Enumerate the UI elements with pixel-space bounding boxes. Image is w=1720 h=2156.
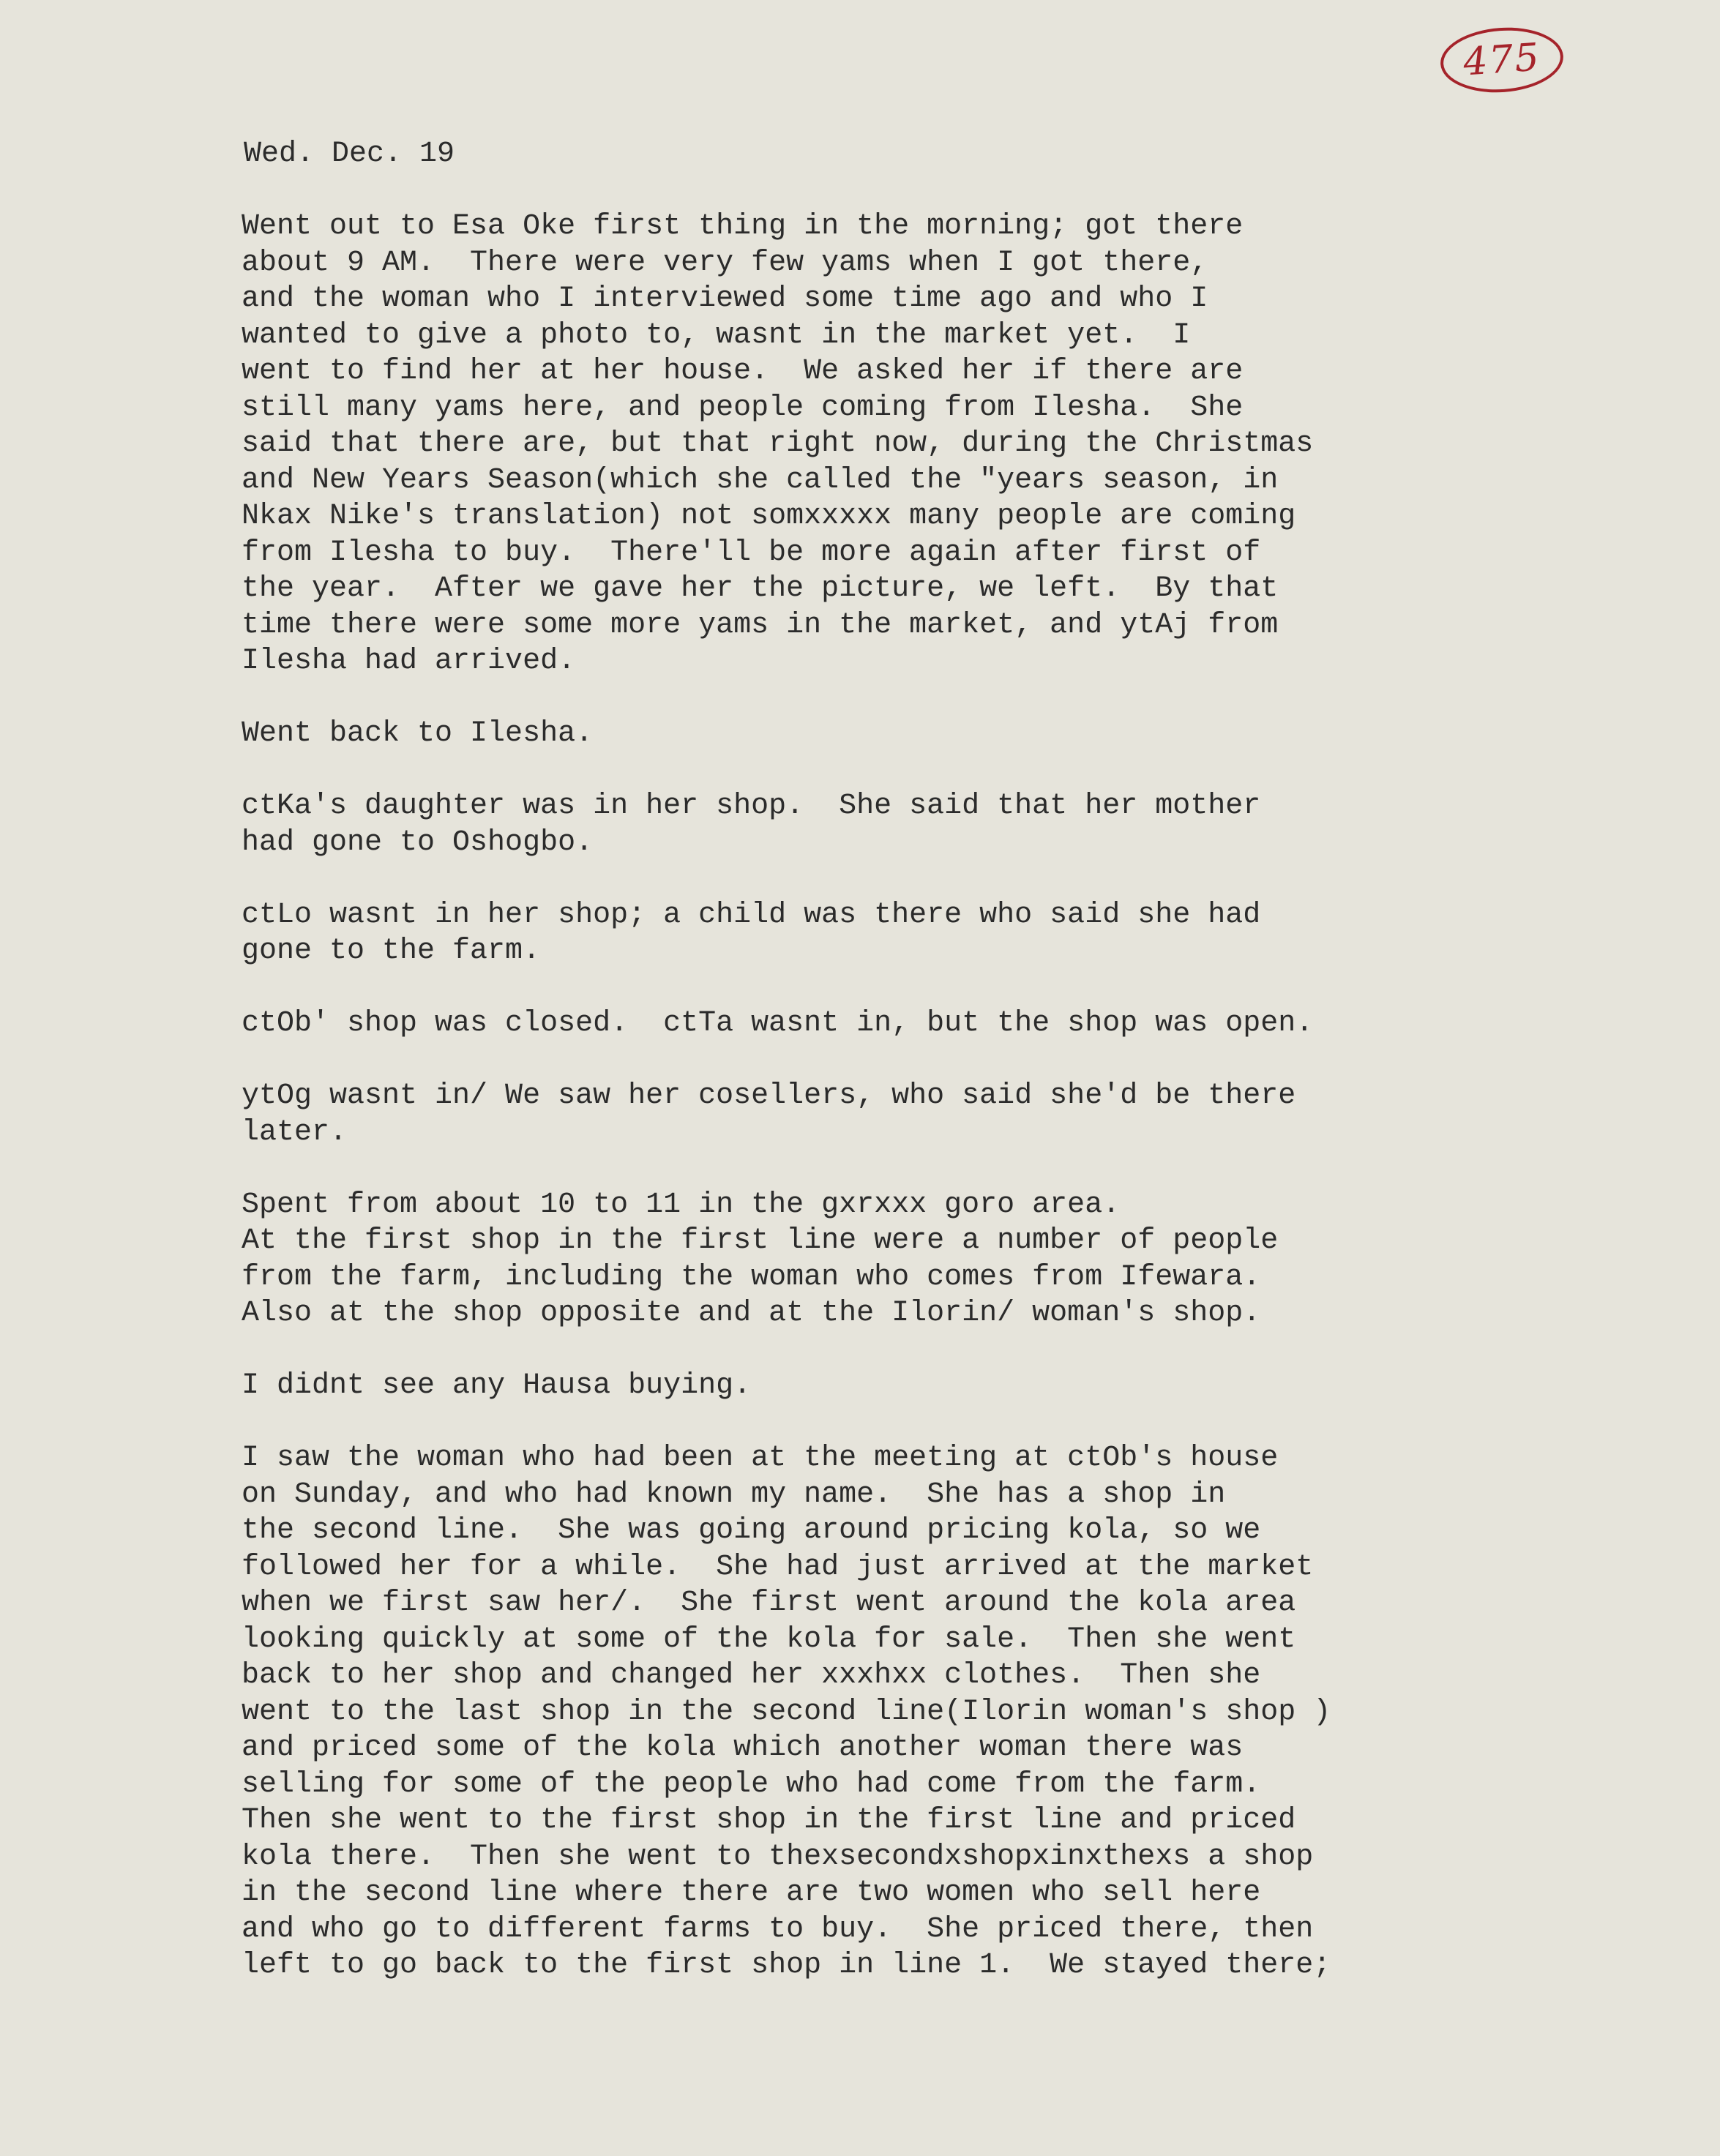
text-line: Spent from about 10 to 11 in the gxrxxx goro area. <box>242 1188 1121 1221</box>
date-heading: Wed. Dec. 19 <box>244 138 455 171</box>
text-line: and who go to different farms to buy. She priced there, then <box>242 1912 1314 1946</box>
text-line: Went back to Ilesha. <box>242 717 594 750</box>
text-line: Also at the shop opposite and at the Ilorin/ woman's shop. <box>242 1297 1261 1330</box>
text-line: went to find her at her house. We asked her if there are <box>242 355 1244 388</box>
text-line: the second line. She was going around pricing kola, so we <box>242 1514 1261 1547</box>
text-line: ctKa's daughter was in her shop. She said that her mother <box>242 790 1261 823</box>
text-line: At the first shop in the first line were a number of people <box>242 1224 1279 1257</box>
text-line: on Sunday, and who had known my name. She has a shop in <box>242 1478 1226 1511</box>
paragraph <box>242 1078 1698 1150</box>
text-line: from the farm, including the woman who comes from Ifewara. <box>242 1260 1261 1294</box>
paragraph-gap <box>242 861 1698 897</box>
text-line: gone to the farm. <box>242 935 541 967</box>
text-line: from Ilesha to buy. There'll be more again after first of <box>242 536 1261 569</box>
text-line: said that there are, but that right now, during the Christmas <box>242 427 1314 460</box>
paragraph-gap <box>242 1150 1698 1187</box>
text-line: later. <box>242 1115 348 1149</box>
text-line: about 9 AM. There were very few yams when I got there, <box>242 246 1208 280</box>
paragraph-gap <box>242 1042 1698 1079</box>
paragraph-gap <box>242 1332 1698 1369</box>
text-line: followed her for a while. She had just arrived at the market <box>242 1550 1314 1584</box>
text-line: had gone to Oshogbo. <box>242 826 594 859</box>
page-number: 475 <box>1462 35 1542 85</box>
text-line: and priced some of the kola which another woman there was <box>242 1732 1244 1764</box>
text-line: ytOg wasnt in/ We saw her cosellers, who said she'd be there <box>242 1079 1296 1112</box>
text-line: and New Years Season(which she called the "years season, in <box>242 463 1279 497</box>
text-line: still many yams here, and people coming from Ilesha. She <box>242 391 1244 424</box>
text-line: Went out to Esa Oke first thing in the morning; got there <box>242 210 1244 243</box>
text-line: looking quickly at some of the kola for sale. Then she went <box>242 1622 1296 1656</box>
text-line: wanted to give a photo to, wasnt in the market yet. I <box>242 318 1191 352</box>
text-line: I saw the woman who had been at the meeting at ctOb's house <box>242 1442 1279 1475</box>
paragraph <box>242 716 1698 752</box>
text-line: back to her shop and changed her xxxhxx clothes. Then she <box>242 1659 1261 1692</box>
paragraph <box>242 1006 1698 1042</box>
text-line: Ilesha had arrived. <box>242 645 576 678</box>
text-line: ctLo wasnt in her shop; a child was there who said she had <box>242 898 1261 932</box>
paragraph <box>242 1440 1698 1984</box>
text-line: kola there. Then she went to thexsecondxshopxinxthexs a shop <box>242 1840 1314 1874</box>
body-text <box>242 209 1698 1984</box>
paragraph <box>242 1187 1698 1332</box>
paragraph <box>242 788 1698 861</box>
paragraph-gap <box>242 1404 1698 1441</box>
paragraph <box>242 1368 1698 1404</box>
text-line: Then she went to the first shop in the first line and priced <box>242 1804 1296 1837</box>
text-line: and the woman who I interviewed some time ago and who I <box>242 282 1208 315</box>
text-line: ctOb' shop was closed. ctTa wasnt in, but the shop was open. <box>242 1007 1314 1040</box>
text-line: time there were some more yams in the market, and ytAj from <box>242 608 1279 642</box>
text-line: in the second line where there are two women who sell here <box>242 1876 1261 1909</box>
text-line: went to the last shop in the second line(Ilorin woman's shop ) <box>242 1695 1331 1729</box>
page-number-stamp <box>1438 23 1566 97</box>
paragraph <box>242 897 1698 970</box>
paragraph-gap <box>242 752 1698 789</box>
text-line: when we first saw her/. She first went around the kola area <box>242 1587 1296 1620</box>
paragraph-gap <box>242 680 1698 716</box>
text-line: the year. After we gave her the picture, we left. By that <box>242 572 1279 605</box>
text-line: Nkax Nike's translation) not somxxxxx many people are coming <box>242 500 1296 533</box>
text-line: I didnt see any Hausa buying. <box>242 1369 752 1402</box>
text-line: selling for some of the people who had come from the farm. <box>242 1767 1261 1801</box>
paragraph <box>242 209 1698 680</box>
paragraph-gap <box>242 970 1698 1006</box>
text-line: left to go back to the first shop in line 1. We stayed there; <box>242 1949 1331 1982</box>
